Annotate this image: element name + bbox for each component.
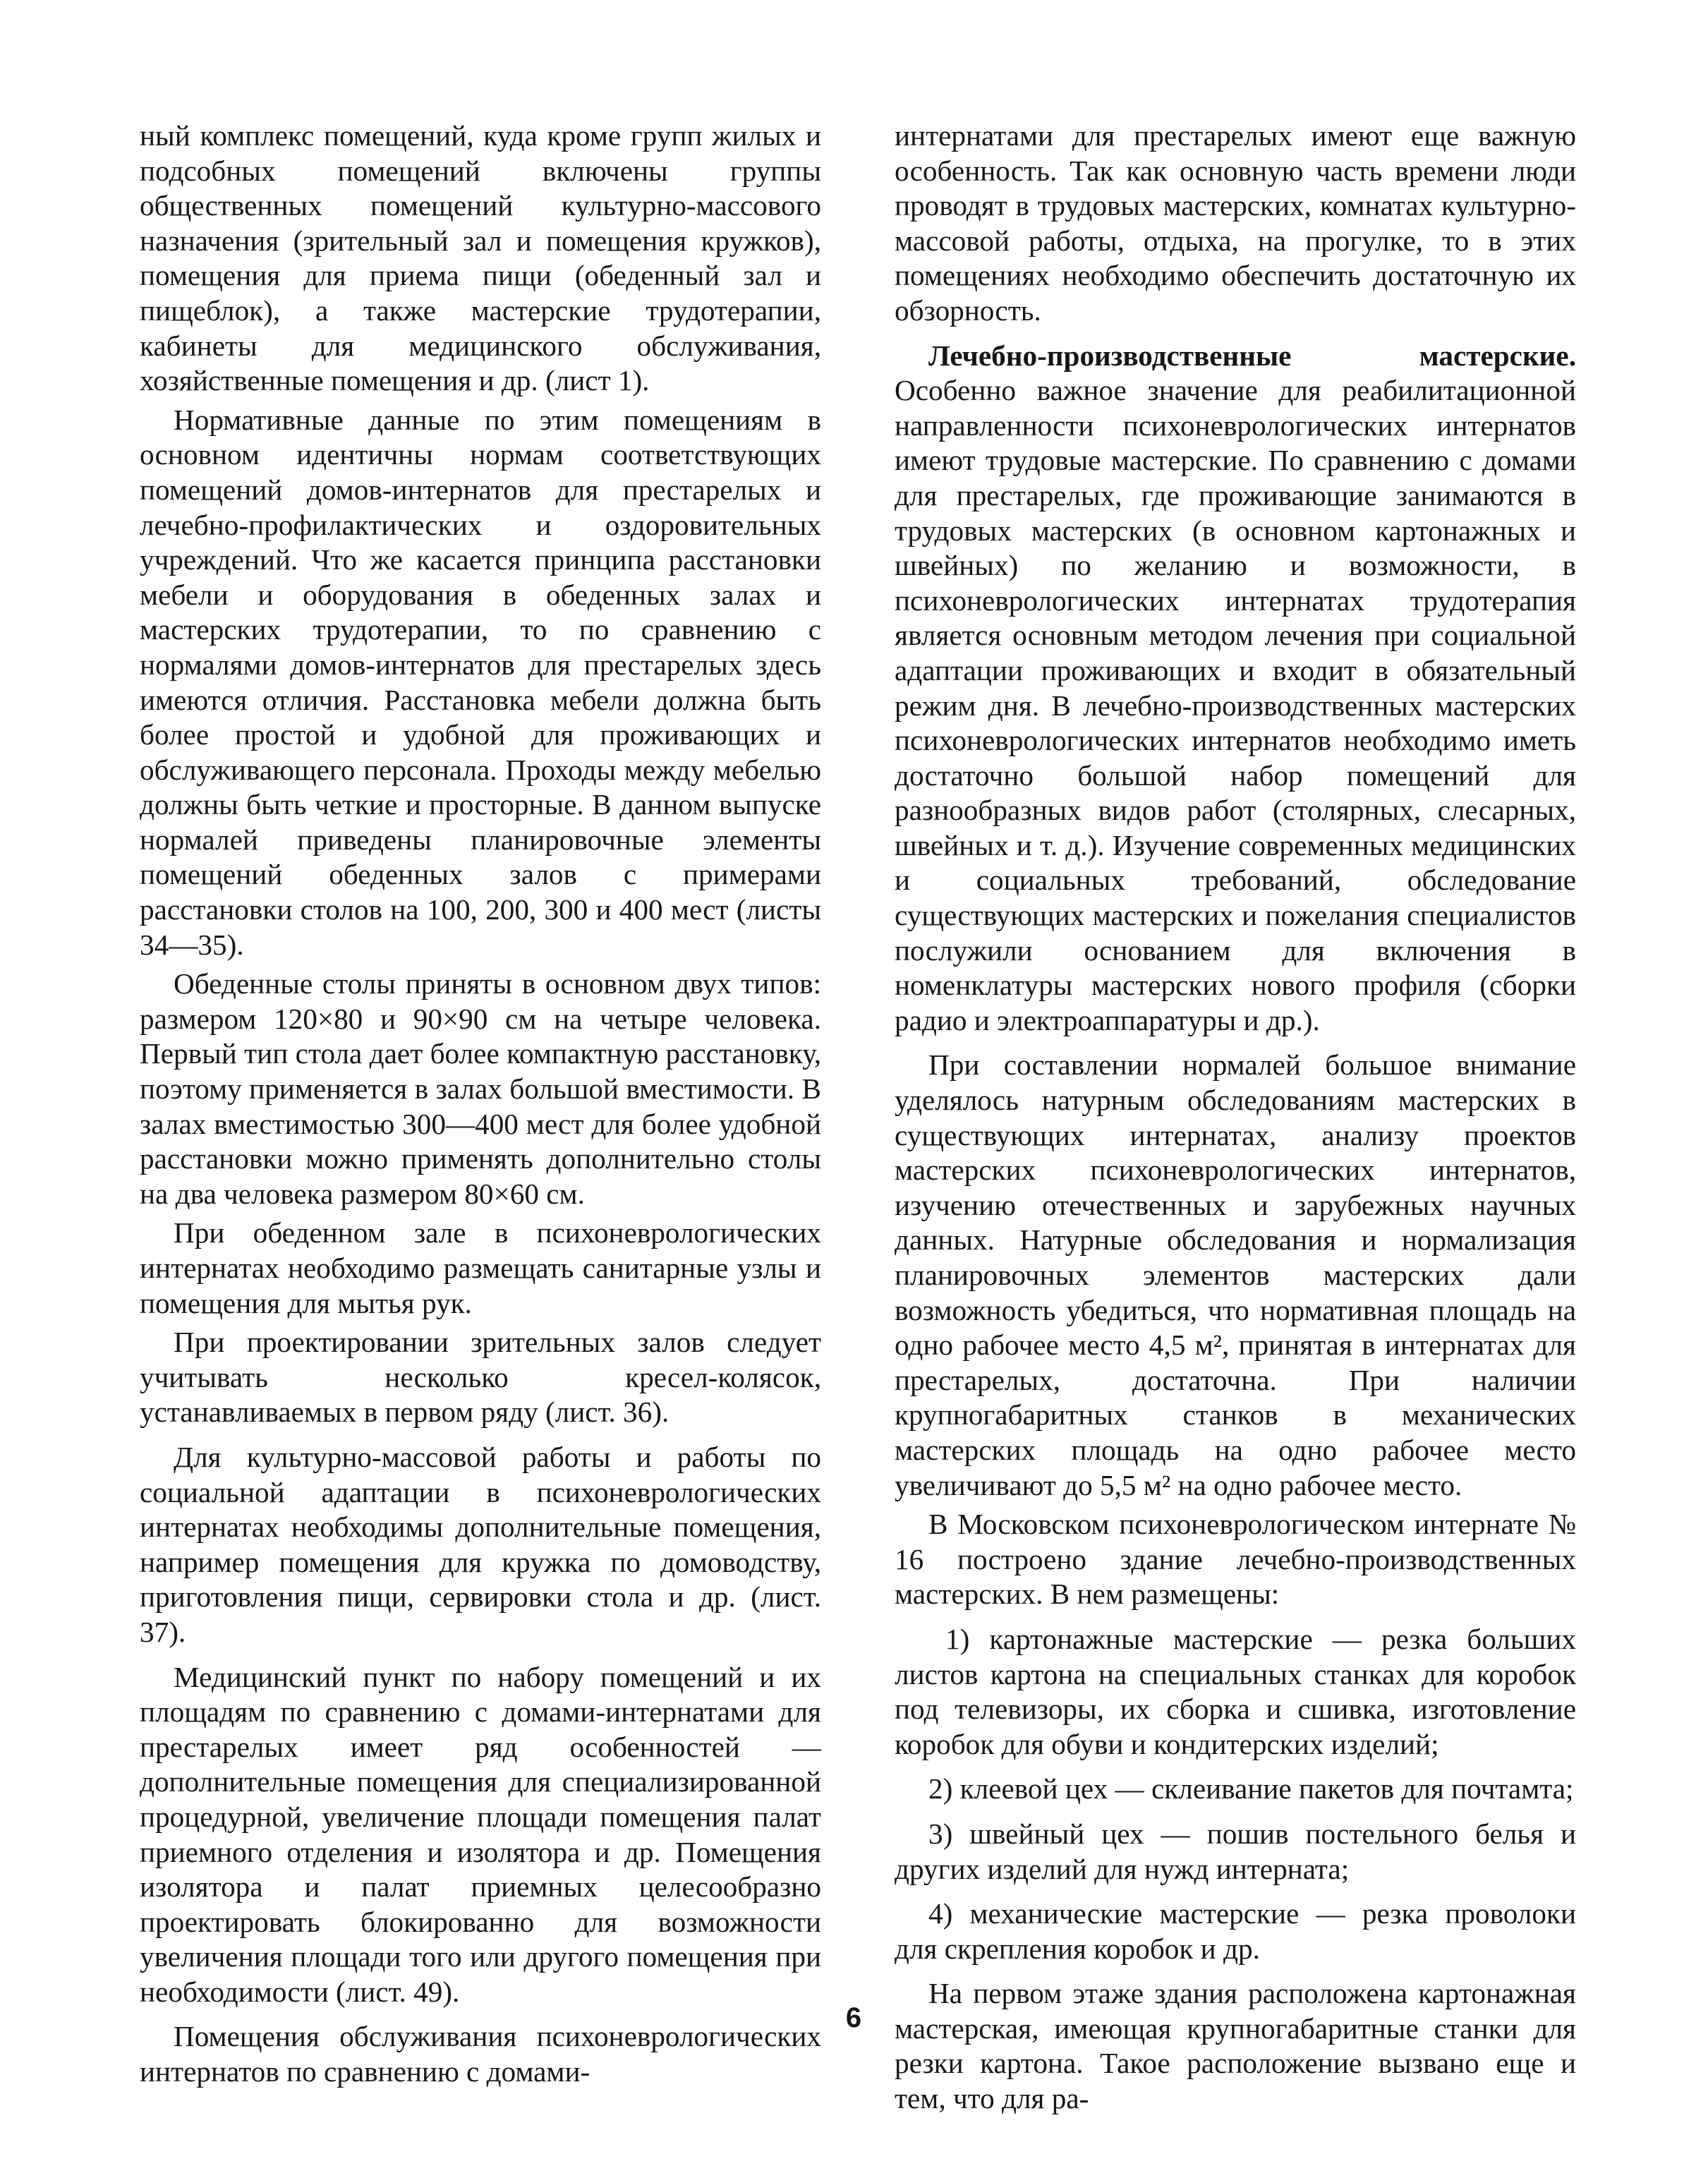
paragraph: На первом этаже здания расположена картонажная мастерская, имеющая крупногабаритные станки для резки картона. Такое расположение вызвано еще и тем, что для ра-: [895, 1977, 1576, 2115]
left-text-column: [140, 119, 821, 2094]
list-item: 4) механические мастерские — резка проволоки для скрепления коробок и др.: [895, 1897, 1576, 1965]
paragraph: При проектировании зрительных залов следует учитывать несколько кресел-колясок, устанавливаемых в первом ряду (лист. 36).: [140, 1326, 821, 1429]
list-item: 3) швейный цех — пошив постельного белья и других изделий для нужд интерната;: [895, 1817, 1576, 1885]
paragraph: При составлении нормалей большое внимание уделялось натурным обследованиям мастерских в существующих интернатах, анализу проектов мастерских психоневрологических интернатов, изучению отечественных и зарубежных научных данных. Натурные обследования и нормализация планировочных элементов мастерских дали возможность убедиться, что нормативная площадь на одно рабочее место 4,5 м², принятая в интернатах для престарелых, достаточна. При наличии крупногабаритных станков в механических мастерских площадь на одно рабочее место увеличивают до 5,5 м² на одно рабочее место.: [895, 1048, 1576, 1501]
paragraph-body: Особенно важное значение для реабилитационной направленности психоневрологических интернатов имеют трудовые мастерские. По сравнению с домами для престарелых, где проживающие занимаются в трудовых мастерских (в основном картонажных и швейных) по желанию и возможности, в психоневрологических интернатах трудотерапия является основным методом лечения при социальной адаптации проживающих и входит в обязательный режим дня. В лечебно-производственных мастерских психоневрологических интернатов необходимо иметь достаточно большой набор помещений для разнообразных видов работ (столярных, слесарных, швейных и т. д.). Изучение современных медицинских и социальных требований, обследование существующих мастерских и пожелания специалистов послужили основанием для включения в номенклатуры мастерских нового профиля (сборки радио и электроаппаратуры и др.).: [895, 374, 1576, 1036]
paragraph: Для культурно-массовой работы и работы по социальной адаптации в психоневрологических интернатах необходимы дополнительные помещения, например помещения для кружка по домоводству, приготовления пищи, сервировки стола и др. (лист. 37).: [140, 1440, 821, 1648]
paragraph-with-heading: [895, 339, 1576, 1039]
section-heading: Лечебно-производственные мастерские.: [928, 339, 1576, 372]
list-item: 2) клеевой цех — склеивание пакетов для почтамта;: [928, 1772, 1574, 1805]
paragraph: Обеденные столы приняты в основном двух типов: размером 120×80 и 90×90 см на четыре человека. Первый тип стола дает более компактную расстановку, поэтому применяется в залах большой вместимости. В залах вместимостью 300—400 мест для более удобной расстановки можно применять дополнительно столы на два человека размером 80×60 см.: [140, 967, 821, 1210]
paragraph: В Московском психоневрологическом интернате № 16 построено здание лечебно-производственных мастерских. В нем размещены:: [895, 1508, 1576, 1611]
paragraph: При обеденном зале в психоневрологических интернатах необходимо размещать санитарные узлы и помещения для мытья рук.: [140, 1216, 821, 1319]
page-number: 6: [845, 2002, 862, 2033]
paragraph: интернатами для престарелых имеют еще важную особенность. Так как основную часть времени люди проводят в трудовых мастерских, комнатах культурно-массовой работы, отдыха, на прогулке, то в этих помещениях необходимо обеспечить достаточную их обзорность.: [895, 119, 1576, 327]
paragraph: Медицинский пункт по набору помещений и их площадям по сравнению с домами-интернатами для престарелых имеет ряд особенностей — дополнительные помещения для специализированной процедурной, увеличение площади помещения палат приемного отделения и изолятора и др. Помещения изолятора и палат приемных целесообразно проектировать блокированно для возможности увеличения площади того или другого помещения при необходимости (лист. 49).: [140, 1660, 821, 2008]
paragraph: Нормативные данные по этим помещениям в основном идентичны нормам соответствующих помещений домов-интернатов для престарелых и лечебно-профилактических и оздоровительных учреждений. Что же касается принципа расстановки мебели и оборудования в обеденных залах и мастерских трудотерапии, то по сравнению с нормалями домов-интернатов для престарелых здесь имеются отличия. Расстановка мебели должна быть более простой и удобной для проживающих и обслуживающего персонала. Проходы между мебелью должны быть четкие и просторные. В данном выпуске нормалей приведены планировочные элементы помещений обеденных залов с примерами расстановки столов на 100, 200, 300 и 400 мест (листы 34—35).: [140, 403, 821, 961]
paragraph: Помещения обслуживания психоневрологических интернатов по сравнению с домами-: [140, 2020, 821, 2088]
paragraph: ный комплекс помещений, куда кроме групп жилых и подсобных помещений включены группы общественных помещений культурно-массового назначения (зрительный зал и помещения кружков), помещения для приема пищи (обеденный зал и пищеблок), а также мастерские трудотерапии, кабинеты для медицинского обслуживания, хозяйственные помещения и др. (лист 1).: [140, 119, 821, 397]
right-text-column: [895, 119, 1576, 2121]
list-item: 1) картонажные мастерские — резка больших листов картона на специальных станках для коробок под телевизоры, их сборка и сшивка, изготовление коробок для обуви и кондитерских изделий;: [895, 1622, 1576, 1760]
